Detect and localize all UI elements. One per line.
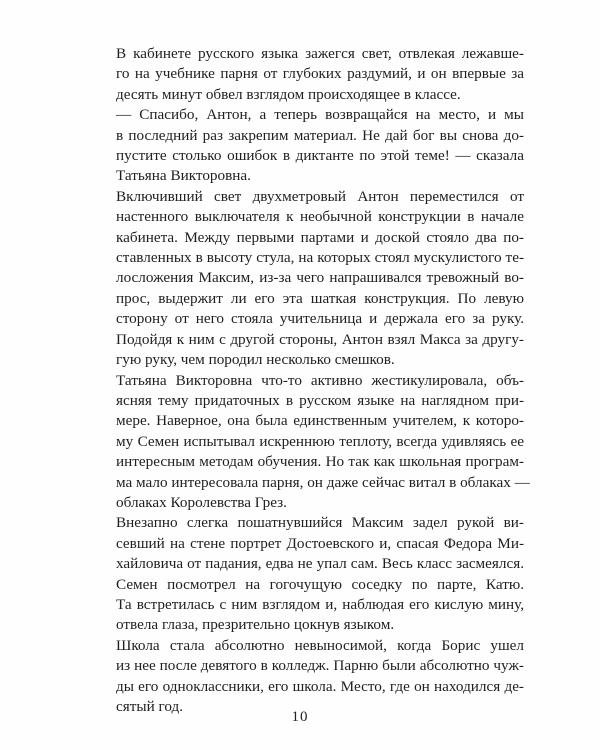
text-line: в последний раз закрепим материал. Не дай бог вы снова до- [116,126,524,144]
text-line: Татьяна Викторовна. [116,167,251,185]
text-line: лосложения Максим, из-за чего напрашивался тревожный во- [116,269,524,287]
text-line: мере. Наверное, она была единственным учителем, к которо- [116,412,524,430]
text-line: Татьяна Викторовна что-то активно жестикулировала, объ- [116,371,524,389]
page-number: 10 [291,709,309,725]
text-line: Включивший свет двухметровый Антон переместился от [116,187,524,205]
text-line: Внезапно слегка пошатнувшийся Максим задел рукой ви- [116,514,524,532]
text-line: сторону от него стояла учительница и держала его за руку. [116,310,524,328]
text-line: — Спасибо, Антон, а теперь возвращайся на место, и мы [116,106,524,124]
paragraph-6 [92,636,524,718]
text-line: кабинета. Между первыми партами и доской стояло два по- [116,228,524,246]
text-line: Школа стала абсолютно невыносимой, когда Борис ушел [116,636,524,654]
text-line: го на учебнике парня от глубоких раздумий, и он впервые за [116,65,524,83]
text-line: Семен посмотрел на гогочущую соседку по парте, Катю. [116,575,524,593]
text-line: Та встретилась с ним взглядом и, наблюдая его кислую мину, [116,595,524,613]
text-line: В кабинете русского языка зажегся свет, отвлекая лежавше- [116,45,524,62]
text-line: гую руку, чем породил несколько смешков. [116,351,395,369]
paragraph-5 [92,513,524,635]
text-line: ма мало интересовала парня, он даже сейчас витал в облаках — [116,473,530,491]
text-line: Подойдя к ним с другой стороны, Антон взял Макса за другу- [116,330,524,348]
text-line: из нее после девятого в колледж. Парню были абсолютно чуж- [116,657,524,675]
body-text [92,44,530,717]
text-line: отвела глаза, презрительно цокнув языком. [116,616,395,634]
text-line: хайловича от падания, едва не упал сам. Весь класс засмеялся. [116,555,524,573]
text-line: прос, выдержит ли его эта шаткая конструкция. По левую [116,289,524,307]
text-line: севший на стене портрет Достоевского и, спасая Федора Ми- [116,534,524,552]
text-line: ставленных в высоту стула, на которых стоял мускулистого те- [116,249,524,267]
text-line: пустите столько ошибок в диктанте по этой теме! — сказала [116,147,524,165]
text-line: ясняя тему придаточных в русском языке на наглядном при- [116,391,524,409]
text-line: сятый год. [116,698,184,715]
paragraph-4 [92,371,530,514]
text-line: настенного выключателя к необычной конструкции в начале [116,208,524,226]
text-line: интересным методам обучения. Но так как школьная програм- [116,453,524,471]
paragraph-2 [92,105,524,187]
paragraph-1 [92,44,524,105]
text-line: облаках Королевства Грез. [116,493,287,511]
paragraph-3 [92,187,524,371]
text-line: ды его одноклассники, его школа. Место, где он находился де- [116,677,524,695]
text-line: десять минут обвел взглядом происходящее в классе. [116,85,461,103]
text-line: му Семен испытывал искреннюю теплоту, всегда удивляясь ее [116,432,524,450]
